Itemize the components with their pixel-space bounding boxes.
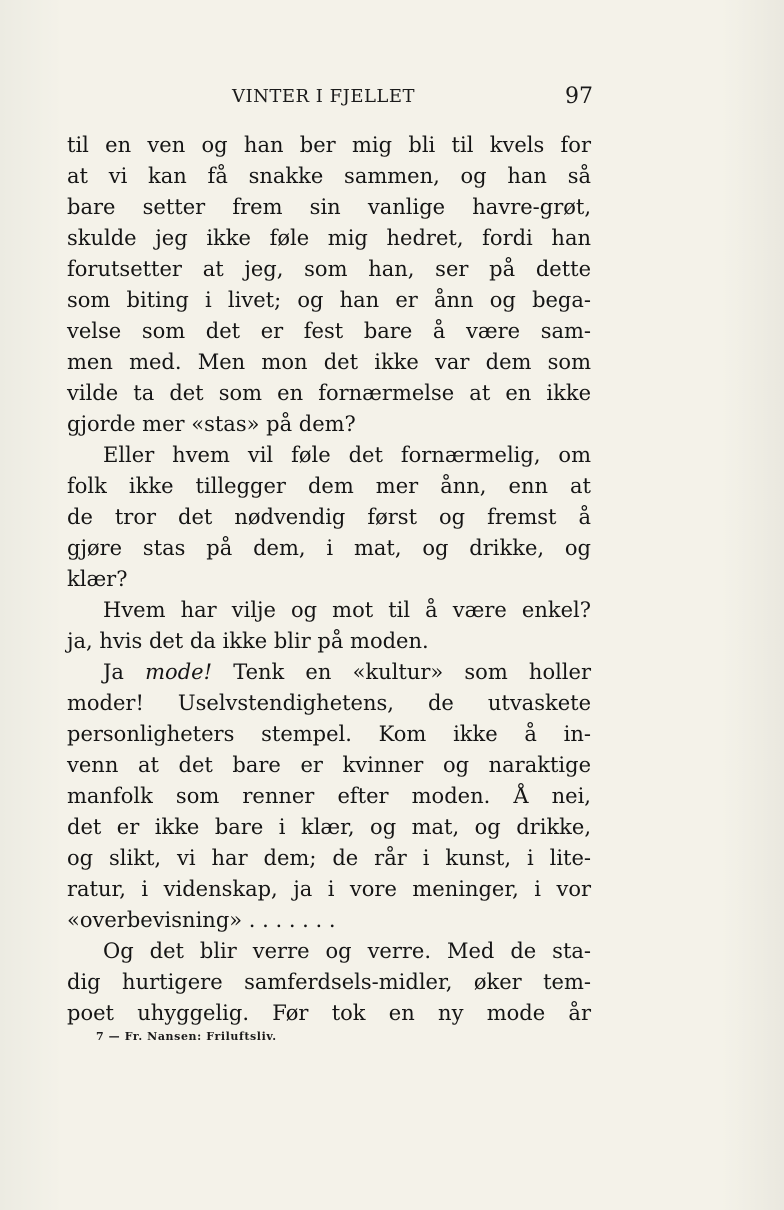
paragraph-start-line: Eller hvem vil føle det fornærmelig, om [103, 443, 591, 467]
text-line: personligheters stempel. Kom ikke å in- [67, 722, 591, 746]
text-line: moder! Uselvstendighetens, de utvaskete [67, 691, 591, 715]
text-line: manfolk som renner efter moden. Å nei, [67, 784, 591, 808]
text-line: gjøre stas på dem, i mat, og drikke, og [67, 536, 591, 560]
paragraph-start-line [67, 657, 591, 688]
text-fragment: Tenk en «kultur» som holler [233, 660, 591, 684]
text-line: «overbevisning» . . . . . . . [67, 908, 336, 932]
page-number: 97 [565, 84, 593, 109]
running-head [66, 84, 593, 114]
text-line: bare setter frem sin vanlige havre-grøt, [67, 195, 591, 219]
text-line: poet uhyggelig. Før tok en ny mode år [67, 1001, 591, 1025]
body-text [67, 130, 591, 1029]
text-line: ja, hvis det da ikke blir på moden. [67, 629, 429, 653]
text-line: det er ikke bare i klær, og mat, og drikke, [67, 815, 591, 839]
text-line: venn at det bare er kvinner og naraktige [67, 753, 591, 777]
italic-word: mode! [145, 660, 213, 684]
text-line: til en ven og han ber mig bli til kvels for [67, 133, 591, 157]
paragraph-start-line: Og det blir verre og verre. Med de sta- [103, 939, 591, 963]
text-line: klær? [67, 567, 128, 591]
text-line: folk ikke tillegger dem mer ånn, enn at [67, 474, 591, 498]
text-line: og slikt, vi har dem; de rår i kunst, i lite- [67, 846, 591, 870]
text-line: men med. Men mon det ikke var dem som [67, 350, 591, 374]
text-line: de tror det nødvendig først og fremst å [67, 505, 591, 529]
text-line: dig hurtigere samferdsels-midler, øker tem- [67, 970, 591, 994]
signature-line: 7 — Fr. Nansen: Friluftsliv. [96, 1030, 277, 1043]
text-line: som biting i livet; og han er ånn og bega- [67, 288, 591, 312]
text-line: ratur, i videnskap, ja i vore meninger, i vor [67, 877, 591, 901]
paragraph-start-line: Hvem har vilje og mot til å være enkel? [103, 598, 591, 622]
text-fragment: Ja [103, 660, 124, 684]
text-line: gjorde mer «stas» på dem? [67, 412, 356, 436]
text-line: forutsetter at jeg, som han, ser på dette [67, 257, 591, 281]
text-line: skulde jeg ikke føle mig hedret, fordi han [67, 226, 591, 250]
running-title: VINTER I FJELLET [232, 86, 416, 107]
text-line: at vi kan få snakke sammen, og han så [67, 164, 591, 188]
text-line: vilde ta det som en fornærmelse at en ikke [67, 381, 591, 405]
text-line: velse som det er fest bare å være sam- [67, 319, 591, 343]
